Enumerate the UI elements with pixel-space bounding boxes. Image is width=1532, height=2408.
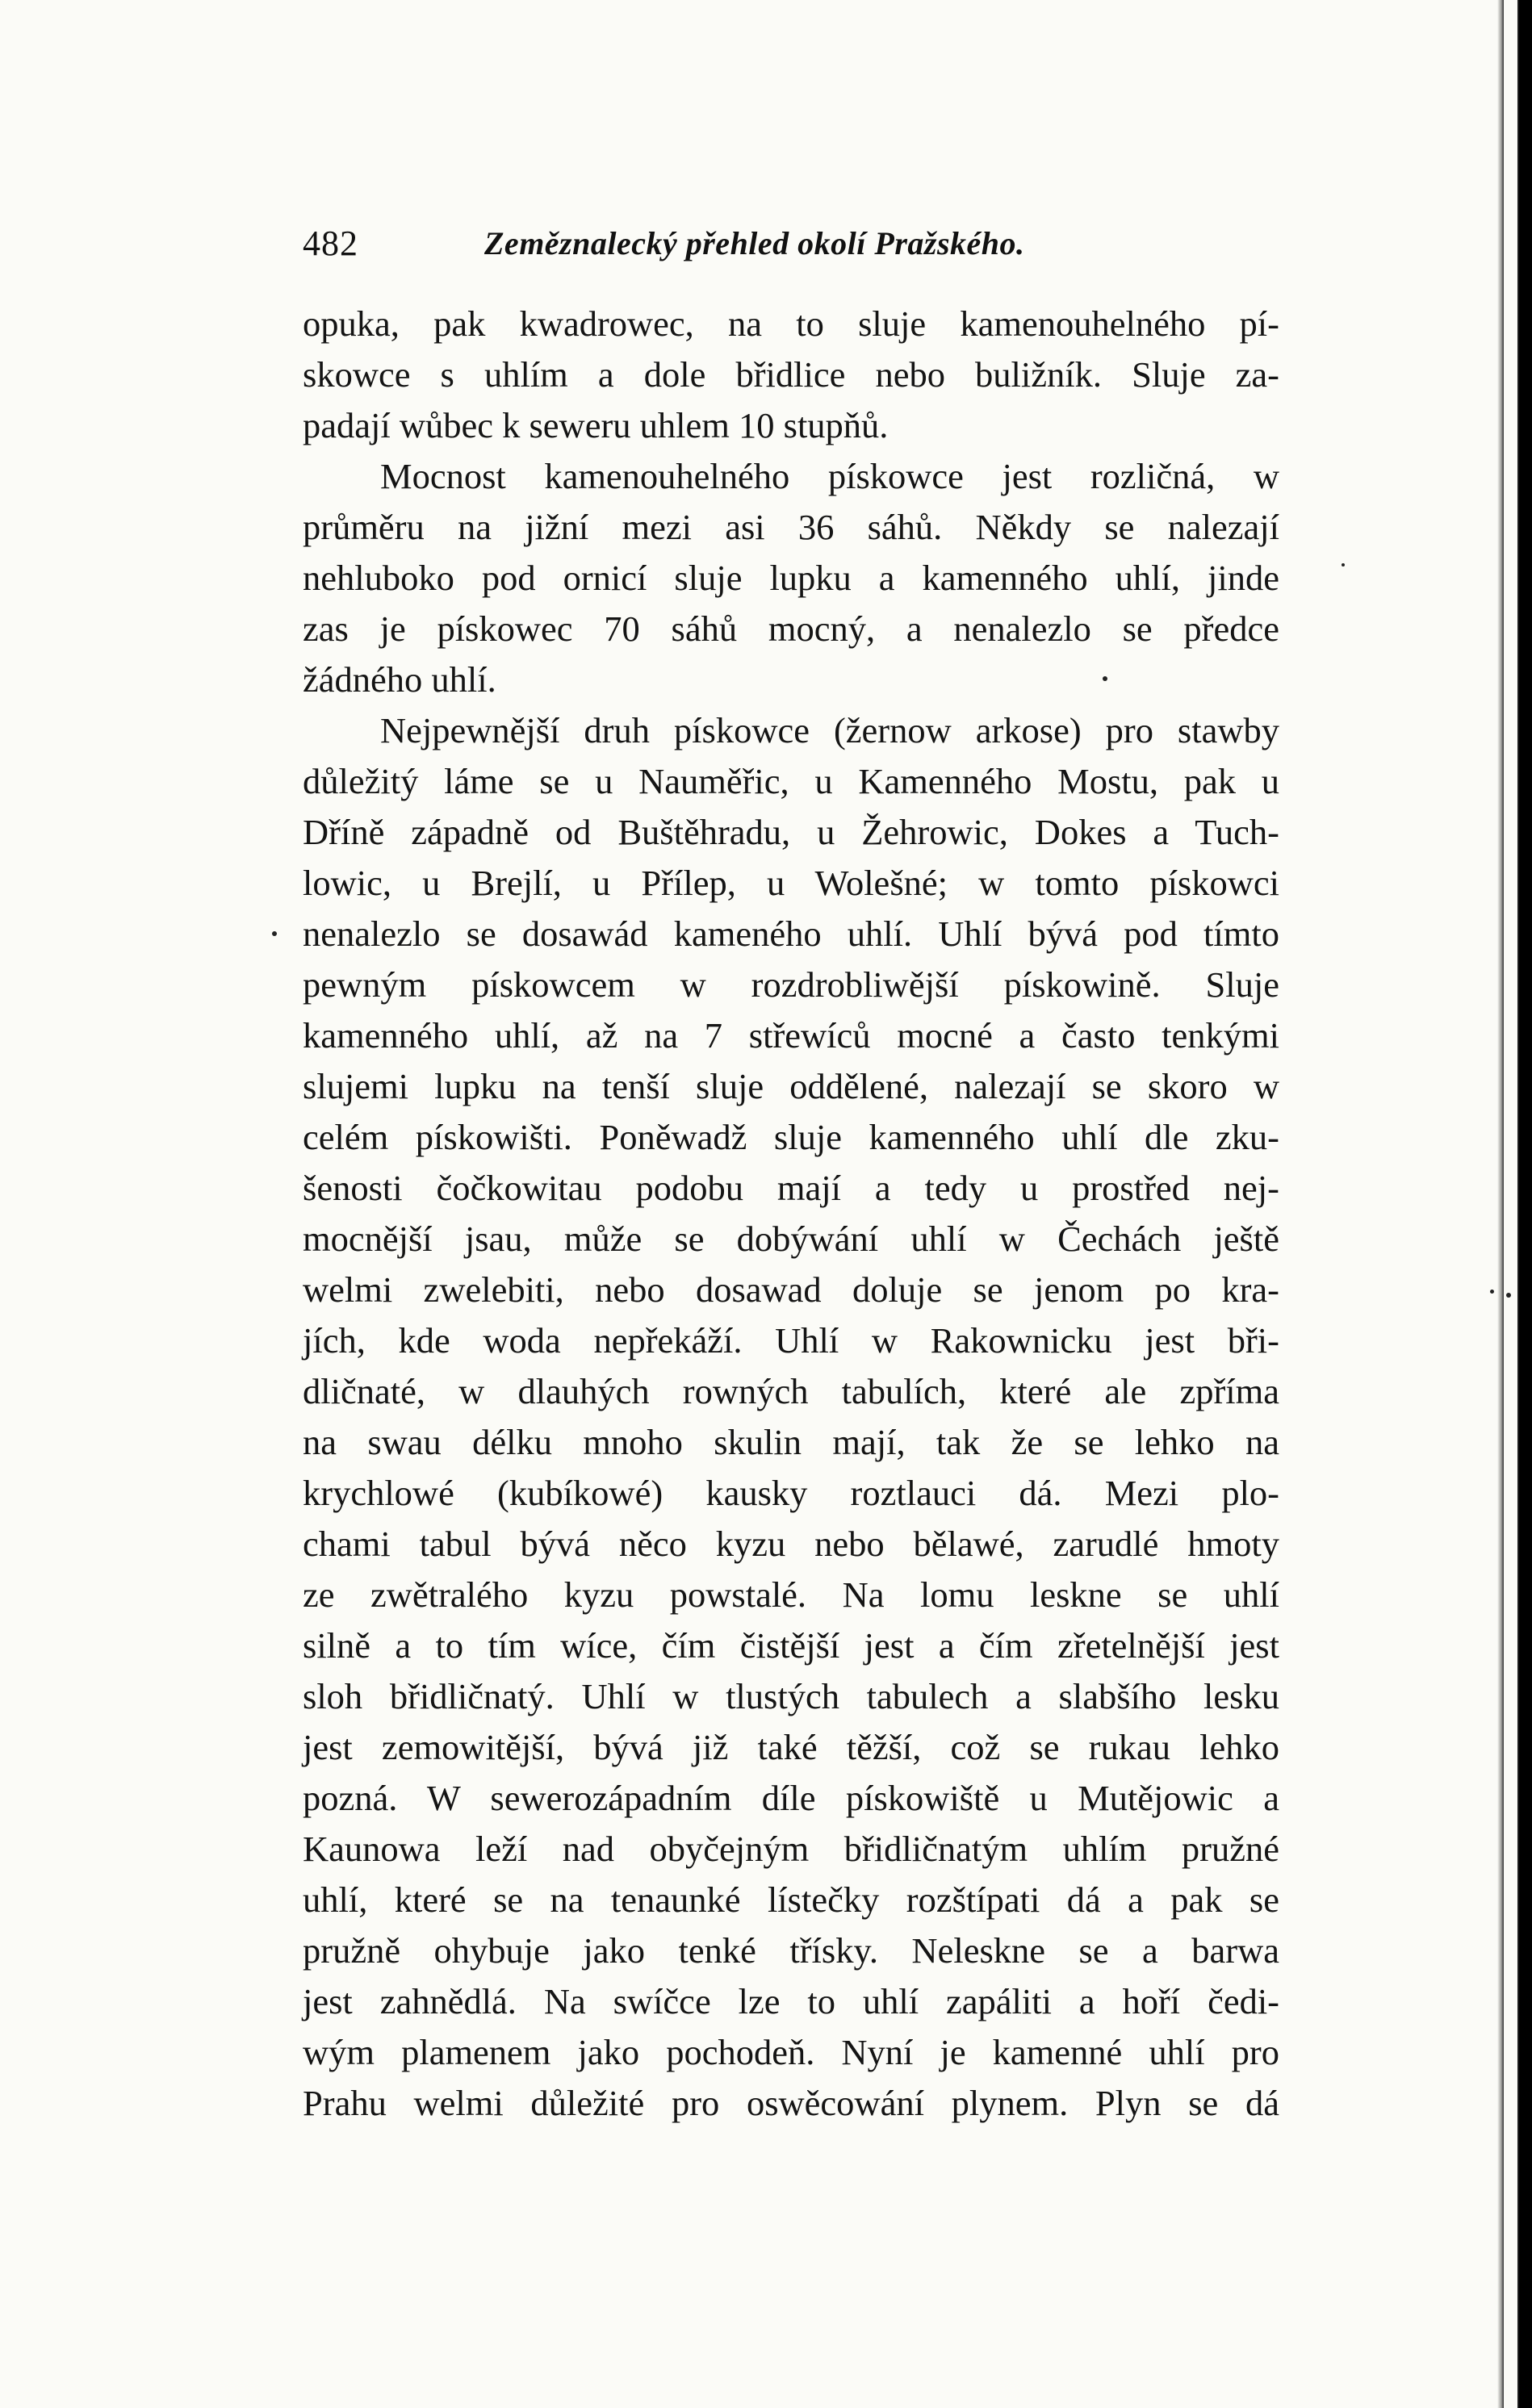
- text-line: pewným pískowcem w rozdrobliwější pískowině. Sluje: [303, 964, 1279, 1005]
- text-line: ze zwětralého kyzu powstalé. Na lomu leskne se uhlí: [303, 1574, 1279, 1615]
- text-line: pružně ohybuje jako tenké třísky. Neleskne se a barwa: [303, 1930, 1279, 1971]
- page-number: 482: [303, 224, 358, 263]
- text-line: žádného uhlí.: [303, 659, 496, 700]
- text-line: důležitý láme se u Nauměřic, u Kamenného Mostu, pak u: [303, 761, 1279, 801]
- scan-page-edge: [1497, 0, 1504, 2408]
- text-line: nehluboko pod ornicí sluje lupku a kamenného uhlí, jinde: [303, 558, 1279, 598]
- text-line: jích, kde woda nepřekáží. Uhlí w Rakownicku jest bři-: [303, 1320, 1279, 1361]
- text-line: dličnaté, w dlauhých rowných tabulích, které ale zpříma: [303, 1371, 1279, 1411]
- text-line: padají wůbec k seweru uhlem 10 stupňů.: [303, 405, 889, 445]
- text-line: silně a to tím wíce, čím čistější jest a čím zřetelnější jest: [303, 1625, 1279, 1666]
- text-line: lowic, u Brejlí, u Přílep, u Wolešné; w tomto pískowci: [303, 863, 1279, 903]
- text-line: Prahu welmi důležité pro oswěcowání plynem. Plyn se dá: [303, 2083, 1279, 2123]
- text-line: šenosti čočkowitau podobu mají a tedy u prostřed nej-: [303, 1168, 1279, 1208]
- text-line: nenalezlo se dosawád kameného uhlí. Uhlí bývá pod tímto: [303, 913, 1279, 954]
- text-line: skowce s uhlím a dole břidlice nebo buližník. Sluje za-: [303, 354, 1279, 395]
- text-line: kamenného uhlí, až na 7 střewíců mocné a často tenkými: [303, 1015, 1279, 1056]
- text-line: jest zahnědlá. Na swíčce lze to uhlí zapáliti a hoří čedi-: [303, 1981, 1279, 2021]
- text-line: krychlowé (kubíkowé) kausky roztlauci dá. Mezi plo-: [303, 1473, 1279, 1513]
- text-line: mocnější jsau, může se dobýwání uhlí w Čechách ještě: [303, 1219, 1279, 1259]
- scan-speck: [1103, 676, 1107, 681]
- text-line: Kaunowa leží nad obyčejným břidličnatým uhlím pružné: [303, 1829, 1279, 1869]
- text-line: Dříně západně od Buštěhradu, u Žehrowic, Dokes a Tuch-: [303, 812, 1279, 852]
- scan-speck: [1342, 563, 1345, 566]
- text-line: chami tabul bývá něco kyzu nebo bělawé, zarudlé hmoty: [303, 1524, 1279, 1564]
- text-line: celém pískowišti. Poněwadž sluje kamenného uhlí dle zku-: [303, 1117, 1279, 1157]
- body-text: [303, 299, 1279, 2129]
- text-line: Mocnost kamenouhelného pískowce jest rozličná, w: [380, 456, 1279, 496]
- paragraph-1: [303, 299, 1279, 451]
- paragraph-3: [303, 705, 1279, 2129]
- text-line: uhlí, které se na tenaunké lístečky rozštípati dá a pak se: [303, 1879, 1279, 1920]
- text-line: opuka, pak kwadrowec, na to sluje kamenouhelného pí-: [303, 303, 1279, 344]
- scan-speck: [1490, 1290, 1494, 1294]
- text-line: welmi zwelebiti, nebo dosawad doluje se jenom po kra-: [303, 1269, 1279, 1310]
- text-line: sloh břidličnatý. Uhlí w tlustých tabulech a slabšího lesku: [303, 1676, 1279, 1716]
- text-line: jest zemowitější, bývá již také těžší, což se rukau lehko: [303, 1727, 1279, 1767]
- text-line: slujemi lupku na tenší sluje oddělené, nalezají se skoro w: [303, 1066, 1279, 1106]
- text-line: na swau délku mnoho skulin mají, tak že se lehko na: [303, 1422, 1279, 1462]
- scan-speck: [272, 931, 277, 936]
- page-header: [303, 219, 1296, 268]
- text-line: wým plamenem jako pochodeň. Nyní je kamenné uhlí pro: [303, 2032, 1279, 2072]
- scan-speck: [1506, 1293, 1511, 1298]
- running-title: Zeměznalecký přehled okolí Pražského.: [484, 225, 1025, 261]
- text-line: Nejpewnější druh pískowce (žernow arkose) pro stawby: [380, 710, 1279, 750]
- paragraph-2: [303, 451, 1279, 705]
- text-line: průměru na jižní mezi asi 36 sáhů. Někdy se nalezají: [303, 507, 1279, 547]
- text-line: zas je pískowec 70 sáhů mocný, a nenalezlo se předce: [303, 608, 1279, 649]
- text-line: pozná. W sewerozápadním díle pískowiště u Mutějowic a: [303, 1778, 1279, 1818]
